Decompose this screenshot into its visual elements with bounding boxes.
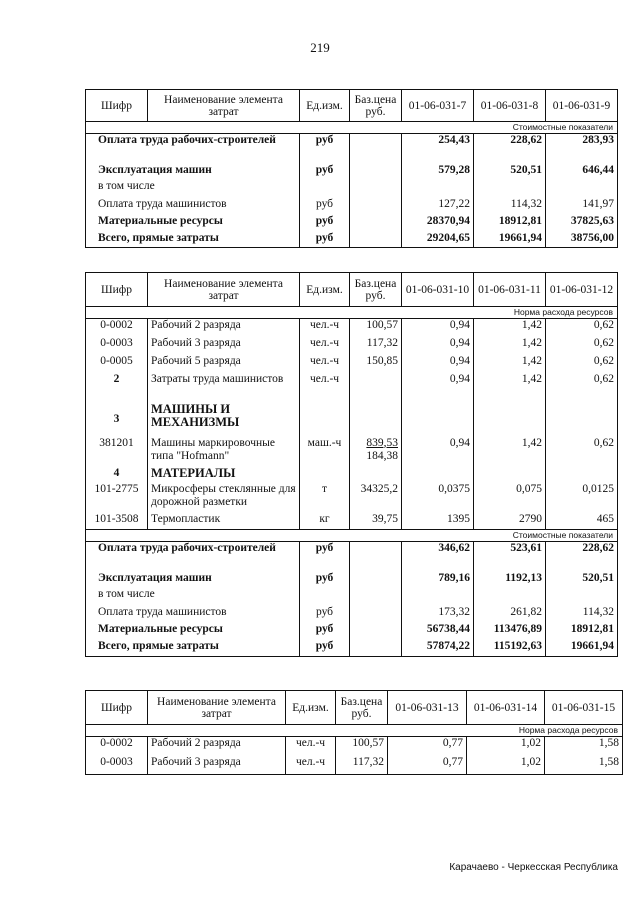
- value-cell: 1,42: [474, 337, 546, 355]
- header-col-10: 01-06-031-10: [402, 273, 474, 307]
- unit-cell: руб: [300, 198, 350, 215]
- row-label: Эксплуатация машин: [86, 572, 300, 588]
- value-cell: 346,62: [402, 542, 474, 572]
- unit-cell: руб: [300, 134, 350, 164]
- value-cell: 1,42: [474, 319, 546, 337]
- value-cell: 0,0375: [402, 483, 474, 513]
- value-cell: 18912,81: [546, 623, 618, 640]
- header-col-8: 01-06-031-8: [474, 90, 546, 122]
- unit-cell: чел.-ч: [286, 756, 336, 775]
- unit-cell: чел.-ч: [286, 737, 336, 756]
- row-label: Оплата труда рабочих-строителей: [86, 134, 300, 164]
- unit-cell: руб: [300, 232, 350, 248]
- value-cell: 520,51: [474, 164, 546, 180]
- value-cell: 1192,13: [474, 572, 546, 588]
- value-cell: 0,94: [402, 437, 474, 467]
- value-cell: 113476,89: [474, 623, 546, 640]
- value-cell: 283,93: [546, 134, 618, 164]
- header-name: Наименование элемента затрат: [148, 90, 300, 122]
- unit-cell: руб: [300, 164, 350, 180]
- value-cell: 115192,63: [474, 640, 546, 657]
- row-label: Оплата труда рабочих-строителей: [86, 542, 300, 572]
- price-cell: 117,32: [336, 756, 388, 775]
- unit-cell: руб: [300, 606, 350, 623]
- value-cell: 38756,00: [546, 232, 618, 248]
- header-code: Шифр: [86, 691, 148, 725]
- row-label: Материальные ресурсы: [86, 623, 300, 640]
- code-cell: 0-0003: [86, 756, 148, 775]
- norm-label: Норма расхода ресурсов: [86, 725, 623, 737]
- price-cell: 39,75: [350, 513, 402, 530]
- unit-cell: чел.-ч: [300, 373, 350, 403]
- value-cell: 1,02: [467, 756, 545, 775]
- unit-cell: т: [300, 483, 350, 513]
- code-cell: 0-0002: [86, 319, 148, 337]
- value-cell: 0,94: [402, 337, 474, 355]
- header-col-13: 01-06-031-13: [388, 691, 467, 725]
- value-cell: 57874,22: [402, 640, 474, 657]
- header-code: Шифр: [86, 273, 148, 307]
- header-price: Баз.цена руб.: [350, 273, 402, 307]
- header-price: Баз.цена руб.: [336, 691, 388, 725]
- code-cell: 2: [86, 373, 148, 403]
- value-cell: 0,94: [402, 355, 474, 373]
- code-cell: 0-0005: [86, 355, 148, 373]
- unit-cell: руб: [300, 623, 350, 640]
- name-cell: Рабочий 2 разряда: [148, 737, 286, 756]
- value-cell: 228,62: [546, 542, 618, 572]
- row-label: Оплата труда машинистов: [86, 606, 300, 623]
- code-cell: 0-0002: [86, 737, 148, 756]
- value-cell: 1,58: [545, 756, 623, 775]
- value-cell: 2790: [474, 513, 546, 530]
- footer-region: Карачаево - Черкесская Республика: [449, 862, 618, 873]
- price-cell: 100,57: [336, 737, 388, 756]
- price-cell: 34325,2: [350, 483, 402, 513]
- value-cell: 646,44: [546, 164, 618, 180]
- row-label: Материальные ресурсы: [86, 215, 300, 232]
- value-cell: 0,62: [546, 437, 618, 467]
- code-cell: 381201: [86, 437, 148, 467]
- code-cell: 4: [86, 467, 148, 483]
- value-cell: 1,02: [467, 737, 545, 756]
- value-cell: 228,62: [474, 134, 546, 164]
- row-label: Эксплуатация машин: [86, 164, 300, 180]
- value-cell: 0,0125: [546, 483, 618, 513]
- value-cell: 127,22: [402, 198, 474, 215]
- value-cell: 28370,94: [402, 215, 474, 232]
- name-cell: Рабочий 3 разряда: [148, 756, 286, 775]
- value-cell: 523,61: [474, 542, 546, 572]
- unit-cell: руб: [300, 572, 350, 588]
- value-cell: 29204,65: [402, 232, 474, 248]
- header-col-15: 01-06-031-15: [545, 691, 623, 725]
- value-cell: 254,43: [402, 134, 474, 164]
- value-cell: 0,94: [402, 373, 474, 403]
- row-label: Всего, прямые затраты: [86, 640, 300, 657]
- value-cell: 0,62: [546, 373, 618, 403]
- header-col-7: 01-06-031-7: [402, 90, 474, 122]
- value-cell: 114,32: [474, 198, 546, 215]
- value-cell: 141,97: [546, 198, 618, 215]
- section-heading: МАШИНЫ И МЕХАНИЗМЫ: [148, 403, 300, 437]
- value-cell: 1,58: [545, 737, 623, 756]
- value-cell: 1395: [402, 513, 474, 530]
- value-cell: 173,32: [402, 606, 474, 623]
- section-heading: МАТЕРИАЛЫ: [148, 467, 300, 483]
- unit-cell: чел.-ч: [300, 319, 350, 337]
- resource-table-2: [85, 272, 618, 657]
- unit-cell: кг: [300, 513, 350, 530]
- name-cell: Машины маркировочные типа "Hofmann": [148, 437, 300, 467]
- row-label: в том числе: [86, 180, 300, 198]
- header-unit: Ед.изм.: [286, 691, 336, 725]
- value-cell: 19661,94: [546, 640, 618, 657]
- section-label: Стоимостные показатели: [86, 122, 618, 134]
- unit-cell: чел.-ч: [300, 337, 350, 355]
- page-number: 219: [310, 40, 330, 55]
- price-cell: 839,53: [366, 436, 398, 449]
- header-col-14: 01-06-031-14: [467, 691, 545, 725]
- value-cell: 261,82: [474, 606, 546, 623]
- value-cell: 789,16: [402, 572, 474, 588]
- price-cell: 150,85: [350, 355, 402, 373]
- unit-cell: чел.-ч: [300, 355, 350, 373]
- row-label: в том числе: [86, 588, 300, 606]
- header-code: Шифр: [86, 90, 148, 122]
- value-cell: 114,32: [546, 606, 618, 623]
- value-cell: 37825,63: [546, 215, 618, 232]
- name-cell: Термопластик: [148, 513, 300, 530]
- name-cell: Микросферы стеклянные для дорожной разметки: [148, 483, 300, 513]
- unit-cell: маш.-ч: [300, 437, 350, 467]
- header-col-12: 01-06-031-12: [546, 273, 618, 307]
- name-cell: Рабочий 5 разряда: [148, 355, 300, 373]
- name-cell: Рабочий 2 разряда: [148, 319, 300, 337]
- value-cell: 1,42: [474, 373, 546, 403]
- header-col-9: 01-06-031-9: [546, 90, 618, 122]
- header-col-11: 01-06-031-11: [474, 273, 546, 307]
- section-label: Стоимостные показатели: [86, 530, 618, 542]
- row-label: Всего, прямые затраты: [86, 232, 300, 248]
- price-cell: 117,32: [350, 337, 402, 355]
- value-cell: 0,62: [546, 319, 618, 337]
- code-cell: 101-3508: [86, 513, 148, 530]
- value-cell: 520,51: [546, 572, 618, 588]
- code-cell: 3: [86, 403, 148, 437]
- value-cell: 1,42: [474, 437, 546, 467]
- value-cell: 19661,94: [474, 232, 546, 248]
- value-cell: 18912,81: [474, 215, 546, 232]
- unit-cell: руб: [300, 542, 350, 572]
- header-name: Наименование элемента затрат: [148, 691, 286, 725]
- header-price: Баз.цена руб.: [350, 90, 402, 122]
- value-cell: 0,77: [388, 756, 467, 775]
- value-cell: 1,42: [474, 355, 546, 373]
- code-cell: 101-2775: [86, 483, 148, 513]
- resource-table-3: [85, 690, 623, 775]
- code-cell: 0-0003: [86, 337, 148, 355]
- row-label: Оплата труда машинистов: [86, 198, 300, 215]
- unit-cell: руб: [300, 215, 350, 232]
- name-cell: Рабочий 3 разряда: [148, 337, 300, 355]
- cost-table-1: [85, 89, 618, 248]
- price-cell-secondary: 184,38: [366, 449, 398, 462]
- price-cell: 100,57: [350, 319, 402, 337]
- value-cell: 579,28: [402, 164, 474, 180]
- value-cell: 465: [546, 513, 618, 530]
- value-cell: 56738,44: [402, 623, 474, 640]
- header-unit: Ед.изм.: [300, 273, 350, 307]
- header-unit: Ед.изм.: [300, 90, 350, 122]
- value-cell: 0,62: [546, 355, 618, 373]
- value-cell: 0,94: [402, 319, 474, 337]
- value-cell: 0,62: [546, 337, 618, 355]
- norm-label: Норма расхода ресурсов: [86, 307, 618, 319]
- value-cell: 0,075: [474, 483, 546, 513]
- header-name: Наименование элемента затрат: [148, 273, 300, 307]
- value-cell: 0,77: [388, 737, 467, 756]
- unit-cell: руб: [300, 640, 350, 657]
- name-cell: Затраты труда машинистов: [148, 373, 300, 403]
